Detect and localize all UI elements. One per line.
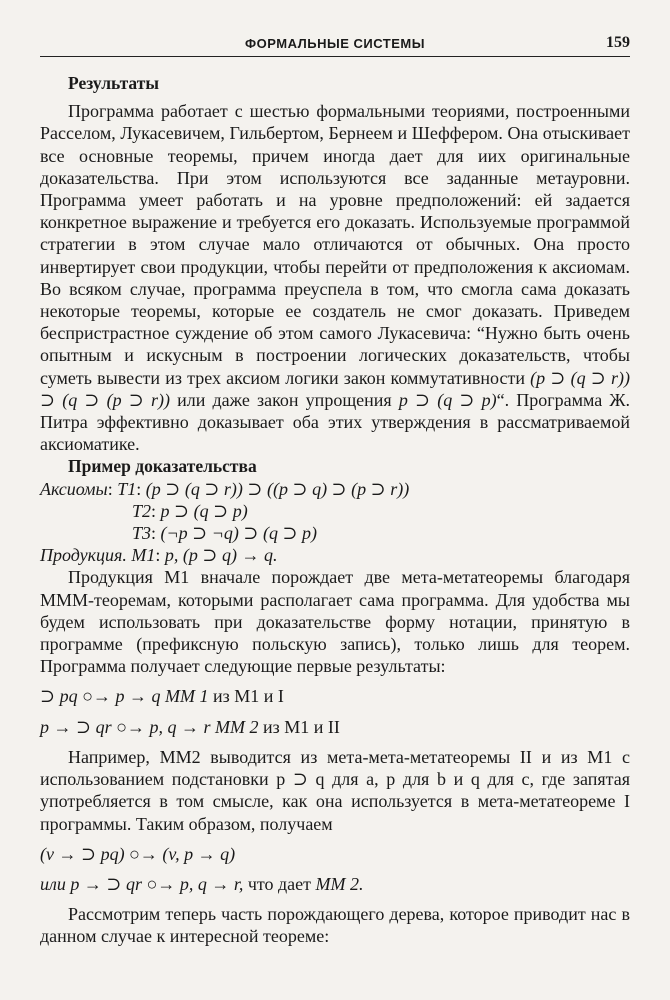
axiom-row: Аксиомы: T1: (p ⊃ (q ⊃ r)) ⊃ ((p ⊃ q) ⊃ (p ⊃ r))	[40, 478, 410, 499]
running-header	[40, 36, 630, 57]
derived-formula: (v → ⊃ pq) ○→ (v, p → q)	[40, 843, 236, 864]
result-formula: ⊃ pq ○→ p → q	[40, 686, 161, 707]
page-number: 159	[606, 34, 630, 51]
running-title: ФОРМАЛЬНЫЕ СИСТЕМЫ	[245, 36, 425, 51]
production-label: Продукция.	[40, 545, 127, 566]
result-text: из M1 и II	[262, 716, 340, 737]
or-line	[40, 873, 630, 895]
section-heading: Результаты	[68, 73, 159, 93]
paragraph-results-text: Программа работает с шестью формальными теориями, построенными Расселом, Лукасевичем, Гильбертом, Бернеем и Шеффером. Она отыскивает все основные теоремы, причем иногда дает для иих оригинальные доказательства. При этом используются все заданные метауровни. Программа умеет работать и на уровне предположений: ей задается конкретное выражение и требуется его доказать. Используемые программой стратегии в этом случае мало отличаются от обычных. Она просто инвертирует свои продукции, чтобы перейти от предположения к аксиомам. Во всяком случае, программа преуспела в том, что смогла сама доказать некоторые теоремы, которые ее создатель не смог доказать. Приведем беспристрастное суждение об этом самого Лукасевича: “Нужно быть очень опытным и искусным в построении логических доказательств, чтобы суметь вывести из трех аксиом логики закон коммутативности	[40, 101, 630, 388]
page-body	[40, 72, 630, 948]
paragraph-results	[40, 100, 630, 455]
text-or-even: или даже закон упрощения	[177, 389, 392, 410]
paragraph-example: Например, MM2 выводится из мета-мета-метатеоремы II и из M1 с использованием подстановки p ⊃ q для a, p для b и q для c, где запятая употребляется в том смысле, как она используется в мета-метатеореме I программы. Таким образом, получаем	[40, 746, 630, 834]
axiom-formula: (p ⊃ (q ⊃ r)) ⊃ ((p ⊃ q) ⊃ (p ⊃ r))	[145, 478, 410, 499]
result-row	[40, 685, 630, 707]
example-heading: Пример доказательства	[68, 456, 257, 477]
result-formula: p → ⊃ qr ○→ p, q → r	[40, 716, 211, 737]
result-label: MM 2	[214, 716, 259, 737]
axiom-row: T3: (¬p ⊃ ¬q) ⊃ (q ⊃ p)	[132, 523, 318, 544]
axiom-name: T1	[117, 478, 137, 499]
production-name: M1	[131, 545, 156, 566]
formula-commutativity: (p ⊃ (q ⊃ r)) ⊃ (q ⊃ (p ⊃ r))	[40, 367, 630, 410]
axiom-name: T2	[132, 500, 152, 521]
paragraph-proof-intro: Продукция M1 вначале порождает две мета-метатеоремы благодаря МММ-теоремам, которыми располагает сама программа. Для удобства мы будем использовать при доказательстве форму нотации, принятую в программе (префиксную польскую запись), только лишь для теорем. Программа получает следующие первые результаты:	[40, 567, 630, 677]
production-row: Продукция. M1: p, (p ⊃ q) → q.	[40, 545, 278, 566]
axiom-formula: (¬p ⊃ ¬q) ⊃ (q ⊃ p)	[160, 523, 318, 544]
text-after-quote: “. Программа Ж. Питра эффективно доказывает оба этих утверждения в рассматриваемой аксиоматике.	[40, 389, 631, 455]
or-formula: p → ⊃ qr ○→ p, q → r,	[70, 873, 244, 894]
axiom-name: T3	[132, 523, 152, 544]
result-label: MM 1	[164, 686, 209, 707]
formula-simplification: p ⊃ (q ⊃ p)	[398, 389, 497, 410]
result-row	[40, 716, 630, 738]
axiom-row: T2: p ⊃ (q ⊃ p)	[132, 500, 248, 521]
axioms-label: Аксиомы	[40, 478, 108, 499]
paragraph-tree: Рассмотрим теперь часть порождающего дерева, которое приводит нас в данном случае к интересной теореме:	[40, 904, 630, 947]
or-suffix: что дает	[247, 873, 312, 894]
result-text: из M1 и I	[212, 686, 284, 707]
production-formula: p, (p ⊃ q) → q.	[164, 545, 278, 566]
or-prefix: или	[40, 873, 66, 894]
or-label: MM 2.	[315, 873, 364, 894]
axiom-formula: p ⊃ (q ⊃ p)	[160, 500, 248, 521]
